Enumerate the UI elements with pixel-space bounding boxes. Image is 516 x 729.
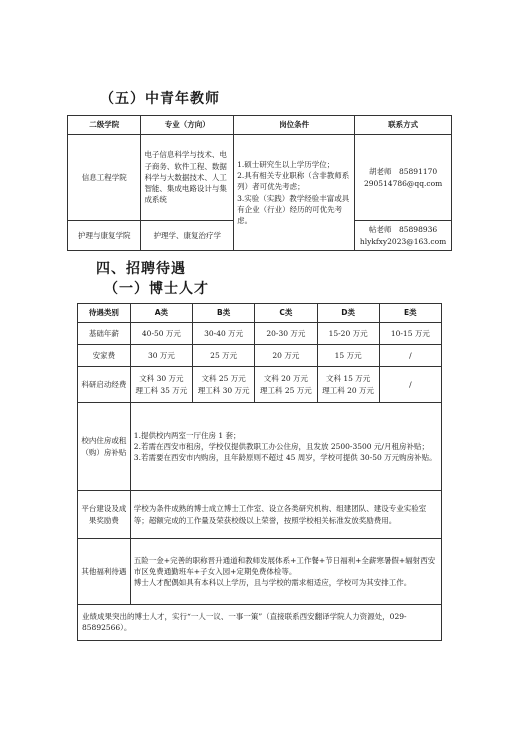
table-row [78, 539, 442, 605]
contact-line: hlykfxy2023@163.com [359, 236, 447, 246]
condition-line: 3.实验（实践）教学经验丰富或具有企业（行业）经历的可优先考虑。 [237, 193, 350, 225]
column-header: 专业（方向） [141, 116, 234, 135]
footer-note: 业绩成果突出的博士人才，实行“一人一议、一事一策”（直接联系西安翻译学院人力资源处，029-85892566）。 [78, 605, 442, 641]
cell-line: 理工科 30 万元 [197, 385, 250, 395]
section-title: （五）中青年教师 [100, 91, 220, 107]
table-cell: 20 万元 [255, 345, 317, 367]
row-label: 基础年薪 [78, 323, 131, 345]
cell-line: 理工科 20 万元 [322, 385, 375, 395]
table-row [78, 323, 442, 345]
column-header: 岗位条件 [234, 116, 355, 135]
benefit-line: 五险一金+完善的职称晋升通道和教师发展体系+工作餐+节日福利+全薪寒暑假+辐射西安市区免费通勤班车+子女入园+定期免费体检等。 [133, 555, 436, 576]
column-header: D类 [317, 304, 379, 323]
table-row [78, 345, 442, 367]
table-header-row [78, 304, 442, 323]
table-row [78, 403, 442, 491]
housing-line: 3.若需要在西安市内购房，且年龄原则不超过 45 周岁，学校可提供 30-50 万元购房补贴。 [133, 453, 437, 463]
table-cell [130, 367, 192, 403]
table-cell [317, 367, 379, 403]
benefit-line: 博士人才配偶如具有本科以上学历，且与学校的需求相适应，学校可为其安排工作。 [133, 578, 412, 588]
condition-line: 1.硕士研究生以上学历学位； [237, 159, 335, 169]
cell-line: 理工科 25 万元 [259, 385, 312, 395]
platform-cell: 学校为条件成熟的博士成立博士工作室、设立各类研究机构、组建团队、建设专业实验室等；超额完成的工作量及荣获校级以上荣誉，按照学校相关标准发放奖励费用。 [130, 491, 441, 539]
table-cell: 15-20 万元 [317, 323, 379, 345]
column-header: E类 [379, 304, 441, 323]
row-label: 校内住房或租（购）房补贴 [78, 403, 131, 491]
college-cell: 信息工程学院 [68, 135, 141, 221]
major-cell: 护理学、康复治疗学 [141, 221, 234, 251]
table-header-row [68, 116, 452, 135]
major-cell: 电子信息科学与技术、电子商务、软件工程、数据科学与大数据技术、人工智能、集成电路设计与集成系统 [141, 135, 234, 221]
other-benefits-cell [130, 539, 441, 605]
table-cell: 30-40 万元 [193, 323, 255, 345]
housing-cell [130, 403, 441, 491]
row-label: 其他福利待遇 [78, 539, 131, 605]
row-label: 平台建设及成果奖励费 [78, 491, 131, 539]
condition-line: 2.具有相关专业职称（含非教师系列）者可优先考虑； [237, 171, 350, 192]
housing-line: 2.若需在西安市租房，学校仅提供教职工办公住房，且发放 2500-3500 元/月租房补贴； [133, 441, 429, 451]
college-cell: 护理与康复学院 [68, 221, 141, 251]
contact-cell [355, 221, 452, 251]
table-row [78, 491, 442, 539]
table-cell: 30 万元 [130, 345, 192, 367]
table-cell: 20-30 万元 [255, 323, 317, 345]
table-row [78, 367, 442, 403]
table-cell [255, 367, 317, 403]
row-label: 安家费 [78, 345, 131, 367]
column-header: B类 [193, 304, 255, 323]
cell-line: 文科 15 万元 [325, 374, 371, 384]
column-header: 联系方式 [355, 116, 452, 135]
table-cell [193, 367, 255, 403]
cell-line: 文科 25 万元 [201, 374, 246, 384]
column-header: A类 [130, 304, 192, 323]
table-cell: / [379, 367, 441, 403]
table-cell: 40-50 万元 [130, 323, 192, 345]
contact-line: 帖老师 85898936 [368, 225, 438, 235]
cell-line: 理工科 35 万元 [135, 385, 188, 395]
heading-phd: （一）博士人才 [104, 281, 209, 297]
column-header: C类 [255, 304, 317, 323]
row-label: 科研启动经费 [78, 367, 131, 403]
table-cell: 15 万元 [317, 345, 379, 367]
cell-line: 文科 30 万元 [139, 374, 184, 384]
column-header: 二级学院 [68, 116, 141, 135]
cell-line: 文科 20 万元 [263, 374, 309, 384]
contact-line: 290514786@qq.com [363, 178, 443, 188]
contact-line: 胡老师 85891170 [368, 167, 438, 177]
table-cell: 25 万元 [193, 345, 255, 367]
contact-cell [355, 135, 452, 221]
young-teacher-table [67, 115, 452, 251]
conditions-cell [234, 135, 355, 251]
table-footer-row [78, 605, 442, 641]
phd-benefits-table [77, 303, 442, 641]
column-header: 待遇类别 [78, 304, 131, 323]
table-cell: 10-15 万元 [379, 323, 441, 345]
housing-line: 1.提供校内两室一厅住房 1 套； [133, 430, 241, 440]
table-row [68, 135, 452, 221]
table-cell: / [379, 345, 441, 367]
heading-benefits: 四、招聘待遇 [96, 261, 186, 277]
